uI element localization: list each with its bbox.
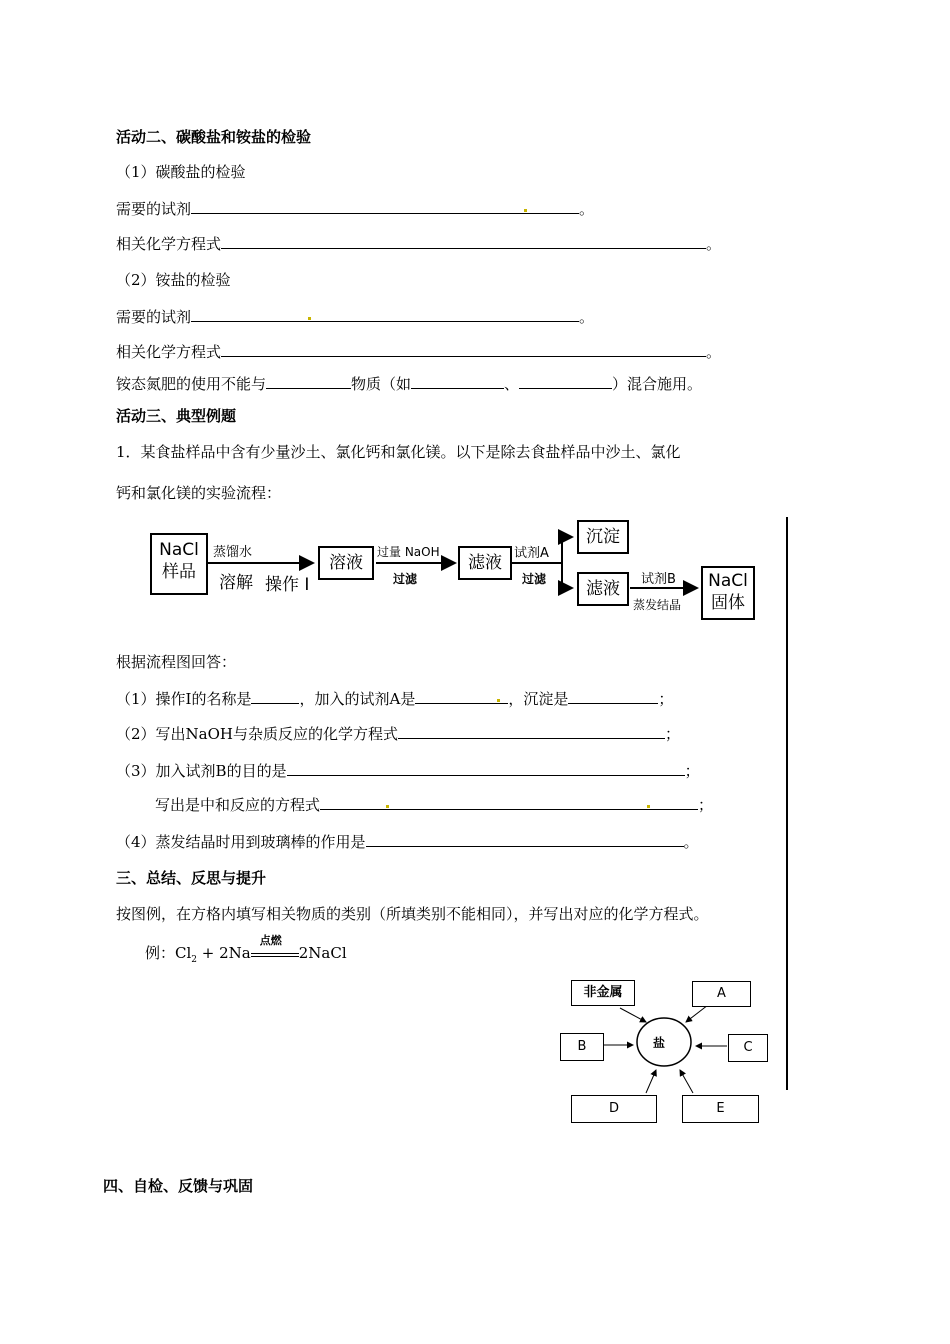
answer3-row: （3）加入试剂B的目的是 ； [116,762,700,780]
answer3b-row: 写出是中和反应的方程式 ； [155,796,714,814]
reaction-condition: 点燃 [251,944,299,958]
nacl-solid-box: NaCl 固体 [701,566,755,620]
filtrate2-box: 滤液 [577,572,629,606]
box-A[interactable]: A [692,981,751,1007]
section2-title: 活动二、碳酸盐和铵盐的检验 [116,128,312,146]
carbonate-equation-label: 相关化学方程式 [116,235,222,253]
solution-box: 溶液 [318,546,374,580]
ammonium-reagent-label: 需要的试剂 [116,308,192,326]
section4-title: 四、自检、反馈与巩固 [103,1177,254,1195]
answer2-row: （2）写出NaOH与杂质反应的化学方程式 ； [116,725,681,743]
water-label: 蒸馏水 [213,545,253,560]
dissolve-label: 溶解 [219,573,253,593]
box-B[interactable]: B [560,1033,604,1061]
answer4-row: （4）蒸发结晶时用到玻璃棒的作用是 。 [116,833,699,851]
carbonate-reagent-row: 需要的试剂 。 [116,200,595,218]
filtrate1-box: 滤液 [458,546,512,580]
precipitate-box: 沉淀 [577,520,629,554]
ammonium-heading: （2）铵盐的检验 [116,271,231,289]
ammonium-equation-label: 相关化学方程式 [116,343,222,361]
reagentB-label: 试剂B [641,572,676,587]
fertilizer-row: 铵态氮肥的使用不能与 物质（如 、 ）混合施用。 [116,375,703,393]
nonmetal-box: 非金属 [571,980,635,1006]
naoh-label: 过量 NaOH [377,545,440,559]
evaporate-label: 蒸发结晶 [633,598,682,612]
filter2-label: 过滤 [522,572,547,586]
op1-label: 操作 I [265,575,310,595]
box-D[interactable]: D [571,1095,657,1123]
salt-label: 盐 [653,1036,666,1050]
summary-instruction: 按图例，在方格内填写相关物质的类别（所填类别不能相同），并写出对应的化学方程式。 [116,905,709,923]
ammonium-equation-row: 相关化学方程式 。 [116,343,722,361]
box-C[interactable]: C [728,1034,768,1062]
answer-intro: 根据流程图回答： [116,653,237,671]
example-equation: 例：$Cl_2 + 2Na$ 点燃 2NaCl [145,934,347,965]
answer1-row: （1）操作Ⅰ的名称是 ，加入的试剂A是 ，沉淀是 ； [116,690,674,708]
filter1-label: 过滤 [393,572,418,586]
carbonate-reagent-label: 需要的试剂 [116,200,192,218]
q1-line1: 1．某食盐样品中含有少量沙土、氯化钙和氯化镁。以下是除去食盐样品中沙土、氯化 [116,443,681,461]
section3-title: 活动三、典型例题 [116,407,237,425]
carbonate-equation-row: 相关化学方程式 。 [116,235,722,253]
carbonate-heading: （1）碳酸盐的检验 [116,163,246,181]
nacl-sample-box: NaCl 样品 [150,533,208,595]
q1-line2: 钙和氯化镁的实验流程： [116,484,282,502]
ammonium-reagent-row: 需要的试剂 。 [116,308,595,326]
box-E[interactable]: E [682,1095,759,1123]
summary-title: 三、总结、反思与提升 [116,869,267,887]
reagentA-label: 试剂A [514,546,549,561]
